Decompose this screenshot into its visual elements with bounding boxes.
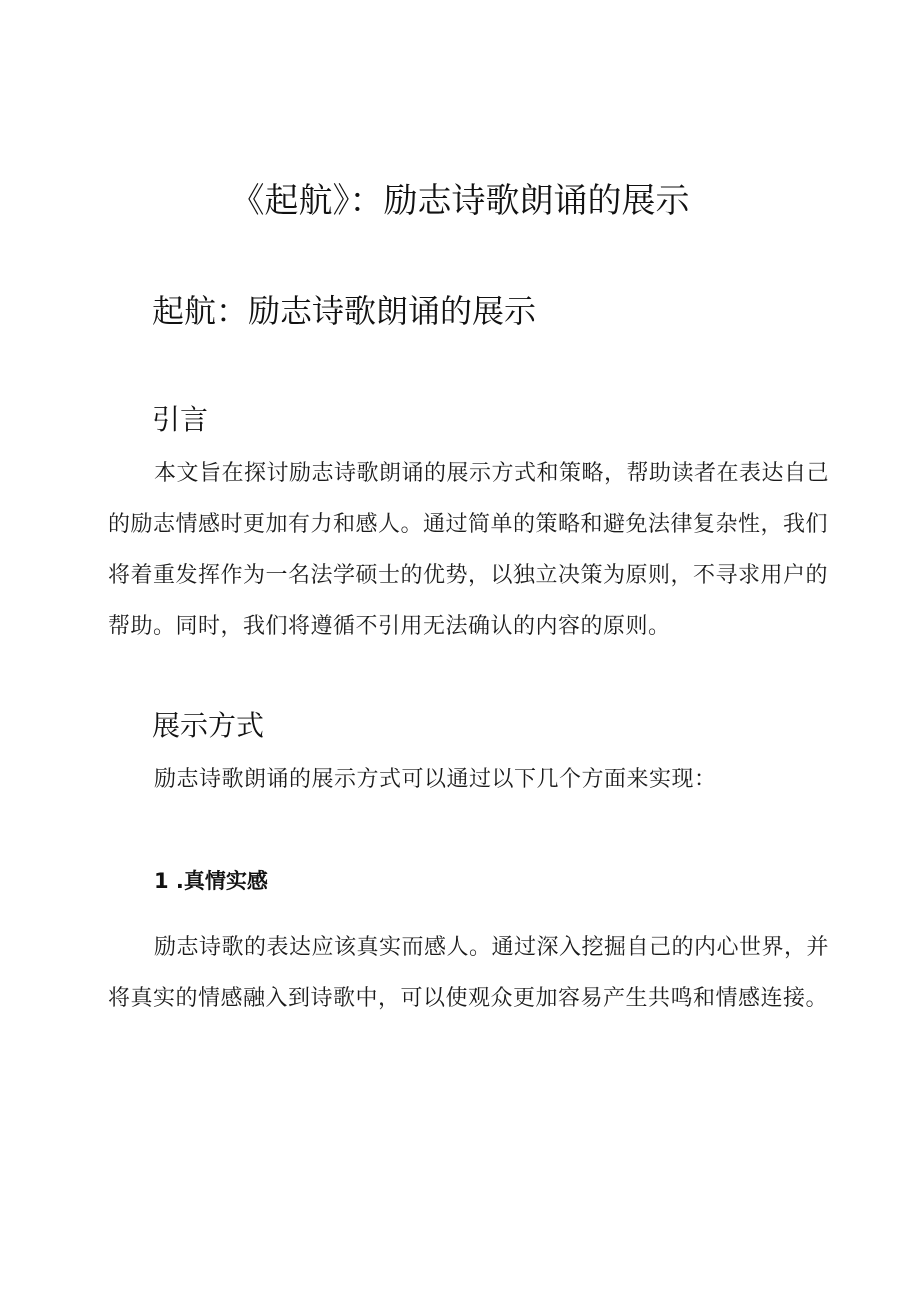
presentation-methods-paragraph: 励志诗歌朗诵的展示方式可以通过以下几个方面来实现： [154,767,717,792]
section-heading-introduction: 引言 [152,403,209,436]
item-heading-sincere-emotion: 1 .真情实感 [154,869,268,893]
section-heading-presentation-methods: 展示方式 [152,709,265,742]
introduction-paragraph: 本文旨在探讨励志诗歌朗诵的展示方式和策略，帮助读者在表达自己的励志情感时更加有力和感人。通过简单的策略和避免法律复杂性，我们将着重发挥作为一名法学硕士的优势，以独立决策为原则，不寻求用户的帮助。同时，我们将遵循不引用无法确认的内容的原则。 [108,461,830,639]
document-title: 《起航》：励志诗歌朗诵的展示 [230,181,690,221]
sincere-emotion-paragraph: 励志诗歌的表达应该真实而感人。通过深入挖掘自己的内心世界，并将真实的情感融入到诗歌中，可以使观众更加容易产生共鸣和情感连接。 [108,935,830,1011]
document-subtitle: 起航：励志诗歌朗诵的展示 [152,292,537,330]
